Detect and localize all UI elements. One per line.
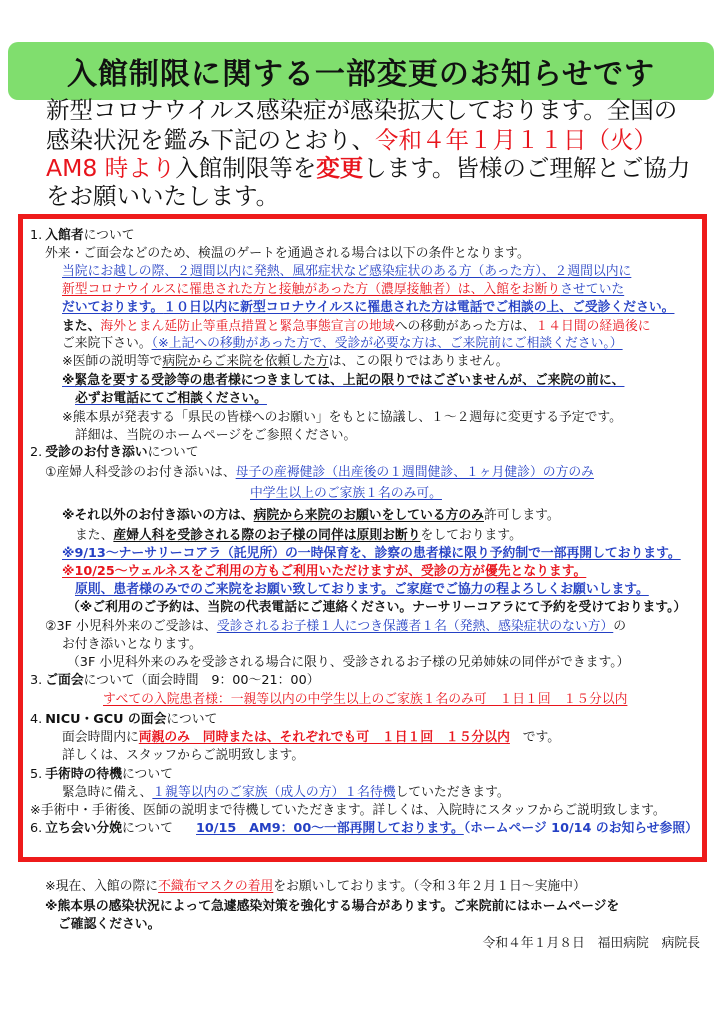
notice-text: させていた: [560, 282, 625, 297]
section-5-heading: [30, 767, 173, 783]
notice-text: 病院からご来院を依頼した方: [162, 354, 329, 369]
notice-line: [62, 264, 631, 280]
notice-line: [45, 619, 626, 635]
notice-text: 当院にお越しの際、２週間以内に発熱、風邪症状など感染症状のある方（あった方）、２週間以内に: [62, 264, 632, 279]
notice-text: ①産婦人科受診のお付き添いは、: [45, 465, 236, 480]
section-number: 6.: [30, 821, 43, 836]
section-title-suffix: について: [147, 445, 199, 460]
notice-text: は、この限りではありません。: [328, 354, 509, 369]
notice-line: [103, 692, 627, 708]
notice-text: また、: [75, 528, 114, 543]
notice-text: 産婦人科を受診される際のお子様の同伴は原則お断り: [113, 528, 421, 543]
change-emphasis: 変更: [316, 154, 364, 182]
notice-text: （ホームページ 10/14 のお知らせ参照）: [463, 821, 698, 836]
title-banner: [8, 42, 714, 100]
notice-text: 海外とまん延防止等重点措置と緊急事態宣言の地域: [100, 319, 395, 334]
section-number: 4.: [30, 712, 43, 727]
notice-text: ※10/25～ウェルネスをご利用の方もご利用いただけますが、受診の方が優先となります。: [62, 564, 587, 579]
notice-line: [62, 785, 510, 801]
notice-line: [75, 528, 522, 544]
intro-line: [46, 126, 657, 154]
notice-text: 外来・ご面会などのため、検温のゲートを通過される場合は以下の条件となります。: [45, 246, 530, 261]
footer-text: をお願いしております。（令和３年２月１日～実施中）: [273, 879, 586, 894]
notice-text: 緊急時に備え、: [62, 785, 153, 800]
notice-text: １０日以内に新型コロナウイルスに罹患された方は電話でご相談の上、ご受診ください。: [163, 300, 675, 315]
notice-text: ※緊急を要する受診等の患者様につきましては、上記の限りではございませんが、ご来院の前に、: [62, 373, 625, 388]
notice-text: （※ご利用のご予約は、当院の代表電話にご連絡ください。ナーサリーコアラにて予約を受けております。）: [67, 600, 687, 615]
section-number: 2.: [30, 445, 43, 460]
section-number: 3.: [30, 673, 43, 688]
notice-text: 許可します。: [483, 508, 560, 523]
notice-text: 原則、患者様のみでのご来院をお願い致しております。ご家庭でご協力の程よろしくお願いします。: [75, 582, 649, 597]
section-title: 立ち会い分娩: [45, 821, 122, 836]
notice-line: [62, 300, 674, 316]
notice-text: 詳しくは、スタッフからご説明致します。: [62, 748, 305, 763]
notice-text: １親等以内のご家族（成人の方）１名待機: [152, 785, 396, 800]
notice-text: 両親のみ 同時または、それぞれでも可 １日１回 １５分以内: [138, 730, 510, 745]
notice-line: [45, 246, 530, 262]
section-title-suffix: について: [122, 821, 173, 836]
notice-line: [62, 748, 304, 764]
intro-text: 新型コロナウイルス感染症が感染拡大しております。全国の: [46, 96, 678, 124]
notice-text: ※熊本県が発表する「県民の皆様へのお願い」をもとに協議し、１～２週毎に変更する予定です。: [62, 410, 622, 425]
section-number: 1.: [30, 228, 43, 243]
notice-text: また、: [62, 319, 101, 334]
intro-line: [46, 182, 279, 210]
notice-line: [62, 564, 586, 580]
intro-text: 感染状況を鑑み下記のとおり、: [46, 126, 375, 154]
notice-text: です。: [509, 730, 561, 745]
section-3-heading: [30, 673, 320, 689]
notice-text: （※上記への移動があった方で、受診が必要な方は、ご来院前にご相談ください。）: [151, 336, 623, 351]
footer-text: ※熊本県の感染状況によって急遽感染対策を強化する場合があります。ご来院前にはホームページを: [45, 899, 620, 914]
section-1-heading: [30, 228, 135, 244]
notice-text: の: [613, 619, 627, 634]
section-title-suffix: について: [122, 767, 173, 782]
signature-text: 令和４年１月８日 福田病院 病院長: [482, 936, 700, 951]
notice-text: だいております。: [62, 300, 164, 315]
notice-text: ※手術中・手術後、医師の説明まで待機していただきます。詳しくは、入院時にスタッフからご説明致します。: [30, 803, 666, 818]
intro-line: [46, 96, 677, 124]
notice-line: [62, 546, 681, 562]
notice-text: お付き添いとなります。: [62, 637, 202, 652]
intro-text: します。皆様のご理解とご協力: [363, 154, 691, 182]
notice-text: ※9/13～ナーサリーコアラ（託児所）の一時保育を、診察の患者様に限り予約制で一部再開しております。: [62, 546, 681, 561]
footer-text: ※現在、入館の際に: [45, 879, 159, 894]
notice-text: １４日間の経過後に: [535, 319, 651, 334]
notice-line: [67, 600, 686, 616]
notice-line: [75, 582, 649, 598]
section-title-suffix: について: [166, 712, 218, 727]
notice-text: ②3F 小児科外来のご受診は、: [45, 619, 217, 634]
notice-text: （3F 小児科外来のみを受診される場合に限り、受診されるお子様の兄弟姉妹の同伴ができます。）: [67, 655, 630, 670]
section-number: 5.: [30, 767, 43, 782]
section-title: 入館者: [45, 228, 84, 243]
section-title: 受診のお付き添い: [45, 445, 148, 460]
footer-line: [45, 899, 619, 915]
notice-text: 中学生以上のご家族１名のみ可。: [250, 486, 442, 501]
notice-line: [62, 354, 509, 370]
notice-text: 受診されるお子様１人につき保護者１名（発熱、感染症状のない方）: [216, 619, 614, 634]
signature: [482, 936, 700, 952]
notice-text: 新型コロナウイルスに罹患された方と接触があった方（濃厚接触者）は、入館をお断り: [62, 282, 561, 297]
notice-text: していただきます。: [395, 785, 510, 800]
footer-text: ご確認ください。: [58, 917, 161, 932]
notice-text: をしております。: [420, 528, 522, 543]
section-title: NICU・GCU の面会: [45, 712, 167, 727]
notice-line: [62, 637, 202, 653]
effective-time: AM8 時より: [46, 154, 176, 182]
notice-text: 母子の産褥健診（出産後の１週間健診、１ヶ月健診）の方のみ: [235, 465, 594, 480]
section-title: 手術時の待機: [45, 767, 122, 782]
mask-requirement: 不織布マスクの着用: [158, 879, 274, 894]
notice-line: [196, 821, 698, 837]
notice-line: [67, 655, 629, 671]
notice-line: [62, 336, 623, 352]
section-title: ご面会: [45, 673, 84, 688]
section-title-suffix: について: [83, 228, 135, 243]
intro-text: 入館制限等を: [175, 154, 317, 182]
notice-line: [62, 319, 651, 335]
section-6-heading: [30, 821, 173, 837]
section-4-heading: [30, 712, 217, 728]
notice-text: 必ずお電話にてご相談ください。: [75, 391, 267, 406]
notice-line: [45, 465, 594, 481]
notice-text: ※医師の説明等で: [62, 354, 163, 369]
notice-line: [62, 410, 622, 426]
notice-text: 病院から来院のお願いをしている方のみ: [253, 508, 484, 523]
notice-text: 面会時間内に: [62, 730, 139, 745]
footer-line: [58, 917, 160, 933]
notice-text: ※それ以外のお付き添いの方は、: [62, 508, 254, 523]
intro-line: [46, 154, 690, 182]
section-title-suffix: について（面会時間 9：00～21：00）: [83, 673, 320, 688]
notice-text: 10/15 AM9：00～一部再開しております。: [196, 821, 464, 836]
notice-line: [62, 730, 560, 746]
notice-text: すべての入院患者様：一親等以内の中学生以上のご家族１名のみ可 １日１回 １５分以内: [103, 692, 628, 707]
section-2-heading: [30, 445, 199, 461]
footer-line: [45, 879, 586, 895]
effective-date: 令和４年１月１１日（火）: [375, 126, 657, 154]
notice-line: [75, 391, 267, 407]
notice-text: への移動があった方は、: [394, 319, 536, 334]
notice-line: [62, 373, 624, 389]
notice-text: ご来院下さい。: [62, 336, 152, 351]
notice-line: [250, 486, 442, 502]
notice-line: [30, 803, 666, 819]
page-title: 入館制限に関する一部変更のお知らせです: [66, 57, 656, 92]
notice-text: 詳細は、当院のホームページをご参照ください。: [75, 428, 357, 443]
notice-line: [62, 508, 560, 524]
intro-text: をお願いいたします。: [46, 182, 280, 210]
notice-line: [62, 282, 624, 298]
notice-line: [75, 428, 356, 444]
